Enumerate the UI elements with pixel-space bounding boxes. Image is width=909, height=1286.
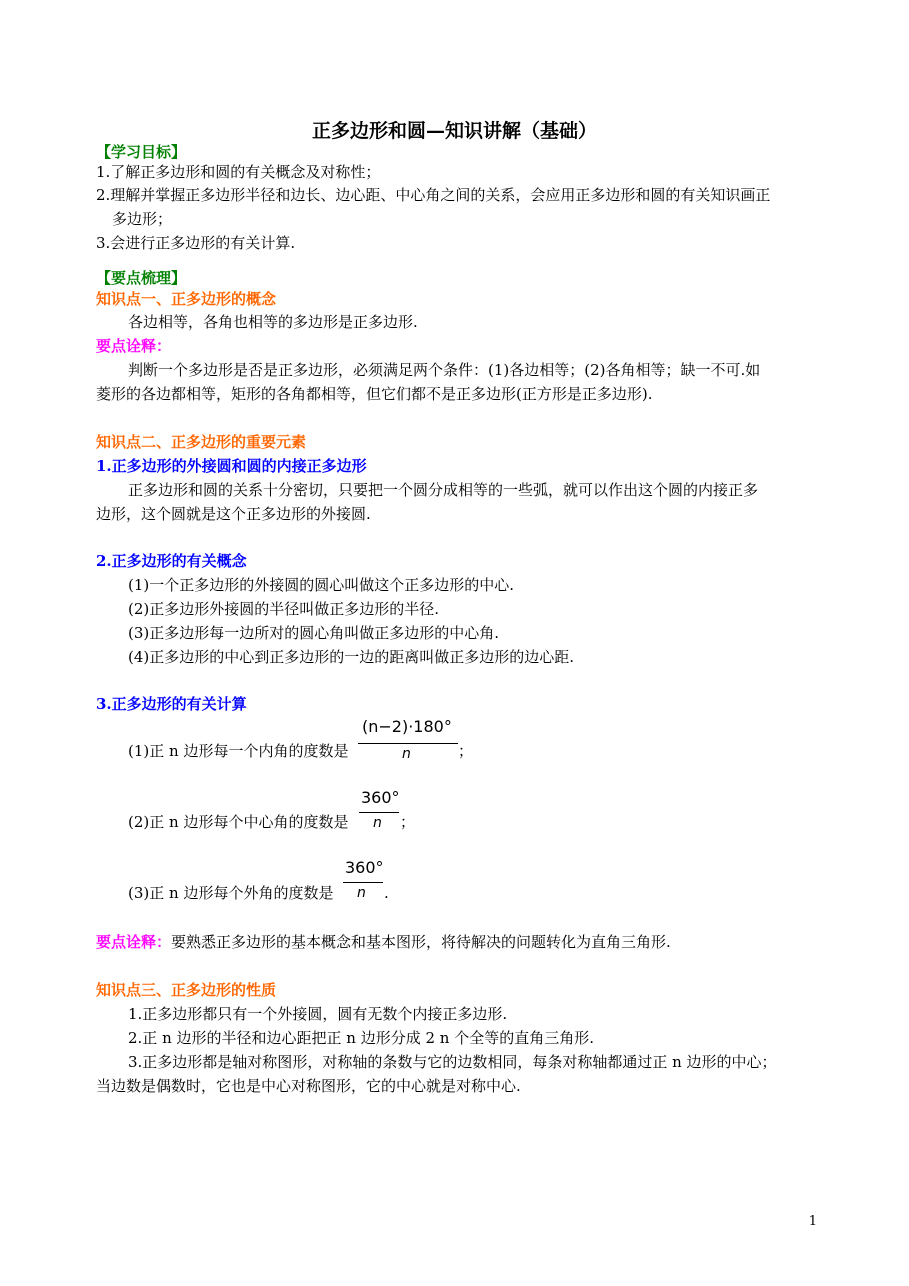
calc-1-fraction — [358, 717, 458, 767]
calc-3-numerator: 360° — [345, 858, 384, 877]
section-1-note-b: 菱形的各边都相等，矩形的各角都相等，但它们都不是正多边形(正方形是正多边形). — [96, 385, 653, 403]
subsection-2-1-text-b: 边形，这个圆就是这个正多边形的外接圆. — [96, 505, 371, 523]
subsection-2-2-heading: 2.正多边形的有关概念 — [96, 552, 247, 570]
section-1-note-label: 要点诠释： — [96, 337, 172, 355]
section-1-note-a: 判断一个多边形是否是正多边形，必须满足两个条件：(1)各边相等；(2)各角相等；缺一不可.如 — [128, 361, 761, 379]
section-2-note-text: 要熟悉正多边形的基本概念和基本图形，将待解决的问题转化为直角三角形. — [171, 933, 671, 951]
property-item-1: 1.正多边形都只有一个外接圆，圆有无数个内接正多边形. — [128, 1005, 508, 1023]
calc-3-text: (3)正 n 边形每个外角的度数是 — [128, 884, 334, 902]
concept-item-4: (4)正多边形的中心到正多边形的一边的距离叫做正多边形的边心距. — [128, 648, 575, 666]
page-title: 正多边形和圆—知识讲解（基础） — [311, 120, 597, 142]
property-item-2: 2.正 n 边形的半径和边心距把正 n 边形分成 2 n 个全等的直角三角形. — [128, 1029, 594, 1047]
calc-3-fraction — [343, 858, 383, 906]
concept-item-3: (3)正多边形每一边所对的圆心角叫做正多边形的中心角. — [128, 624, 500, 642]
goals-heading: 【学习目标】 — [96, 143, 187, 161]
calc-3-denominator: n — [357, 885, 366, 901]
goal-item-2-cont: 多边形； — [112, 210, 173, 228]
subsection-2-3-heading: 3.正多边形的有关计算 — [96, 695, 247, 713]
calc-2-fraction — [359, 788, 399, 836]
calc-2-fraction-bar — [359, 812, 399, 813]
concept-item-2: (2)正多边形外接圆的半径叫做正多边形的半径. — [128, 600, 440, 618]
calc-2-text: (2)正 n 边形每个中心角的度数是 — [128, 813, 349, 831]
section-2-heading: 知识点二、正多边形的重要元素 — [96, 433, 307, 451]
calc-1-fraction-bar — [358, 743, 458, 744]
section-2-note — [96, 932, 671, 952]
property-item-3a: 3.正多边形都是轴对称图形，对称轴的条数与它的边数相同，每条对称轴都通过正 n 边形的中心； — [128, 1053, 777, 1071]
section-3-heading: 知识点三、正多边形的性质 — [96, 981, 277, 999]
subsection-2-1-heading: 1.正多边形的外接圆和圆的内接正多边形 — [96, 457, 367, 475]
calc-1-end: ； — [458, 742, 474, 760]
page-number: 1 — [808, 1214, 817, 1229]
calc-2-end: ； — [400, 813, 416, 831]
goal-item-3: 3.会进行正多边形的有关计算. — [96, 234, 296, 252]
calc-1-denominator: n — [402, 746, 411, 762]
section-1-text: 各边相等，各角也相等的多边形是正多边形. — [128, 313, 418, 331]
section-1-heading: 知识点一、正多边形的概念 — [96, 290, 277, 308]
subsection-2-1-text-a: 正多边形和圆的关系十分密切，只要把一个圆分成相等的一些弧，就可以作出这个圆的内接正多 — [128, 481, 759, 499]
section-2-note-label: 要点诠释： — [96, 933, 172, 951]
calc-3-fraction-bar — [343, 882, 383, 883]
concept-item-1: (1)一个正多边形的外接圆的圆心叫做这个正多边形的中心. — [128, 576, 515, 594]
goal-item-1: 1.了解正多边形和圆的有关概念及对称性； — [96, 163, 381, 181]
summary-heading: 【要点梳理】 — [96, 269, 187, 287]
goal-item-2: 2.理解并掌握正多边形半径和边长、边心距、中心角之间的关系，会应用正多边形和圆的有关知识画正 — [96, 186, 771, 204]
calc-2-denominator: n — [373, 815, 382, 831]
calc-1-numerator: (n−2)·180° — [362, 717, 452, 736]
calc-3-end: . — [384, 884, 389, 902]
calc-2-numerator: 360° — [361, 788, 400, 807]
calc-1-text: (1)正 n 边形每一个内角的度数是 — [128, 742, 349, 760]
property-item-3b: 当边数是偶数时，它也是中心对称图形，它的中心就是对称中心. — [96, 1077, 521, 1095]
